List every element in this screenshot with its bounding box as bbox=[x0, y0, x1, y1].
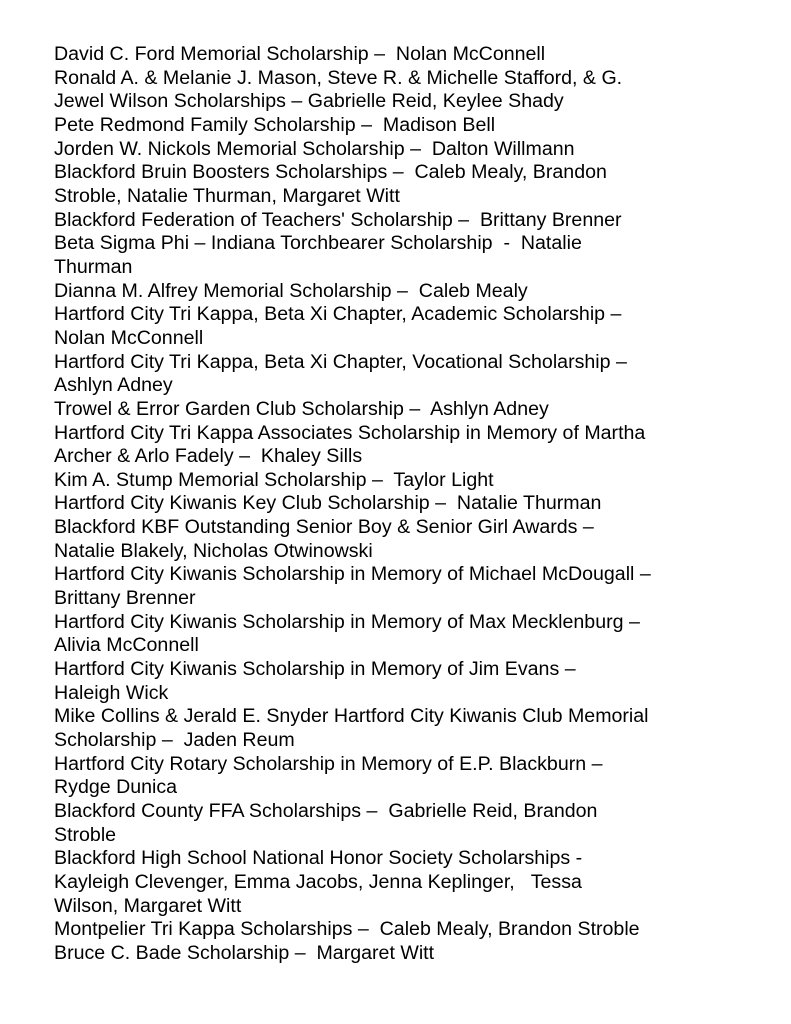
text-line: Blackford Bruin Boosters Scholarships – Caleb Mealy, Brandon bbox=[54, 161, 607, 184]
text-line: Blackford County FFA Scholarships – Gabrielle Reid, Brandon bbox=[54, 800, 598, 822]
text-line: Dianna M. Alfrey Memorial Scholarship – Caleb Mealy bbox=[54, 279, 528, 302]
text-line: Ashlyn Adney bbox=[54, 374, 173, 397]
text-line: Hartford City Tri Kappa, Beta Xi Chapter, Vocational Scholarship – bbox=[54, 350, 627, 373]
text-line: Hartford City Kiwanis Scholarship in Memory of Max Mecklenburg – bbox=[54, 610, 640, 633]
text-line: Rydge Dunica bbox=[54, 776, 178, 799]
text-line: Pete Redmond Family Scholarship – Madison Bell bbox=[54, 113, 496, 136]
text-line: Ronald A. & Melanie J. Mason, Steve R. & Michelle Stafford, & G. bbox=[54, 66, 623, 89]
text-line: Kayleigh Clevenger, Emma Jacobs, Jenna Keplinger, Tessa bbox=[54, 870, 582, 893]
text-line: Hartford City Tri Kappa, Beta Xi Chapter, Academic Scholarship – bbox=[54, 303, 622, 326]
text-line: Blackford High School National Honor Society Scholarships - bbox=[54, 847, 583, 870]
text-line: Mike Collins & Jerald E. Snyder Hartford City Kiwanis Club Memorial bbox=[54, 705, 649, 728]
text-line: Jorden W. Nickols Memorial Scholarship – Dalton Willmann bbox=[54, 137, 575, 160]
text-line: Scholarship – Jaden Reum bbox=[54, 729, 295, 752]
text-line: Alivia McConnell bbox=[54, 634, 199, 657]
text-line: Kim A. Stump Memorial Scholarship – Taylor Light bbox=[54, 468, 494, 491]
text-line: Stroble bbox=[54, 823, 117, 846]
text-line: Hartford City Rotary Scholarship in Memory of E.P. Blackburn – bbox=[54, 752, 603, 775]
text-line: Hartford City Tri Kappa Associates Scholarship in Memory of Martha bbox=[54, 421, 646, 444]
text-line: Archer & Arlo Fadely – Khaley Sills bbox=[54, 445, 363, 468]
text-line: Trowel & Error Garden Club Scholarship – Ashlyn Adney bbox=[54, 397, 549, 420]
text-line: Haleigh Wick bbox=[54, 681, 169, 704]
text-line: Stroble, Natalie Thurman, Margaret Witt bbox=[54, 184, 400, 207]
text-line: Nolan McConnell bbox=[54, 326, 204, 349]
text-line: Blackford KBF Outstanding Senior Boy & Senior Girl Awards – bbox=[54, 516, 594, 539]
text-line: Bruce C. Bade Scholarship – Margaret Witt bbox=[54, 941, 435, 964]
text-line: Hartford City Kiwanis Key Club Scholarship – Natalie Thurman bbox=[54, 492, 602, 515]
text-line: Hartford City Kiwanis Scholarship in Memory of Jim Evans – bbox=[54, 658, 576, 681]
text-line: Brittany Brenner bbox=[54, 587, 196, 610]
text-line: Blackford Federation of Teachers' Scholarship – Brittany Brenner bbox=[54, 208, 622, 231]
text-line: David C. Ford Memorial Scholarship – Nolan McConnell bbox=[54, 43, 546, 65]
text-line: Natalie Blakely, Nicholas Otwinowski bbox=[54, 539, 373, 562]
text-line: Beta Sigma Phi – Indiana Torchbearer Scholarship - Natalie bbox=[54, 232, 582, 255]
text-line: Hartford City Kiwanis Scholarship in Memory of Michael McDougall – bbox=[54, 563, 651, 586]
text-line: Thurman bbox=[54, 255, 133, 278]
text-line: Montpelier Tri Kappa Scholarships – Caleb Mealy, Brandon Stroble bbox=[54, 918, 640, 941]
text-line: Jewel Wilson Scholarships – Gabrielle Reid, Keylee Shady bbox=[54, 90, 564, 113]
scholarship-list bbox=[54, 43, 774, 966]
text-line: Wilson, Margaret Witt bbox=[54, 894, 242, 917]
